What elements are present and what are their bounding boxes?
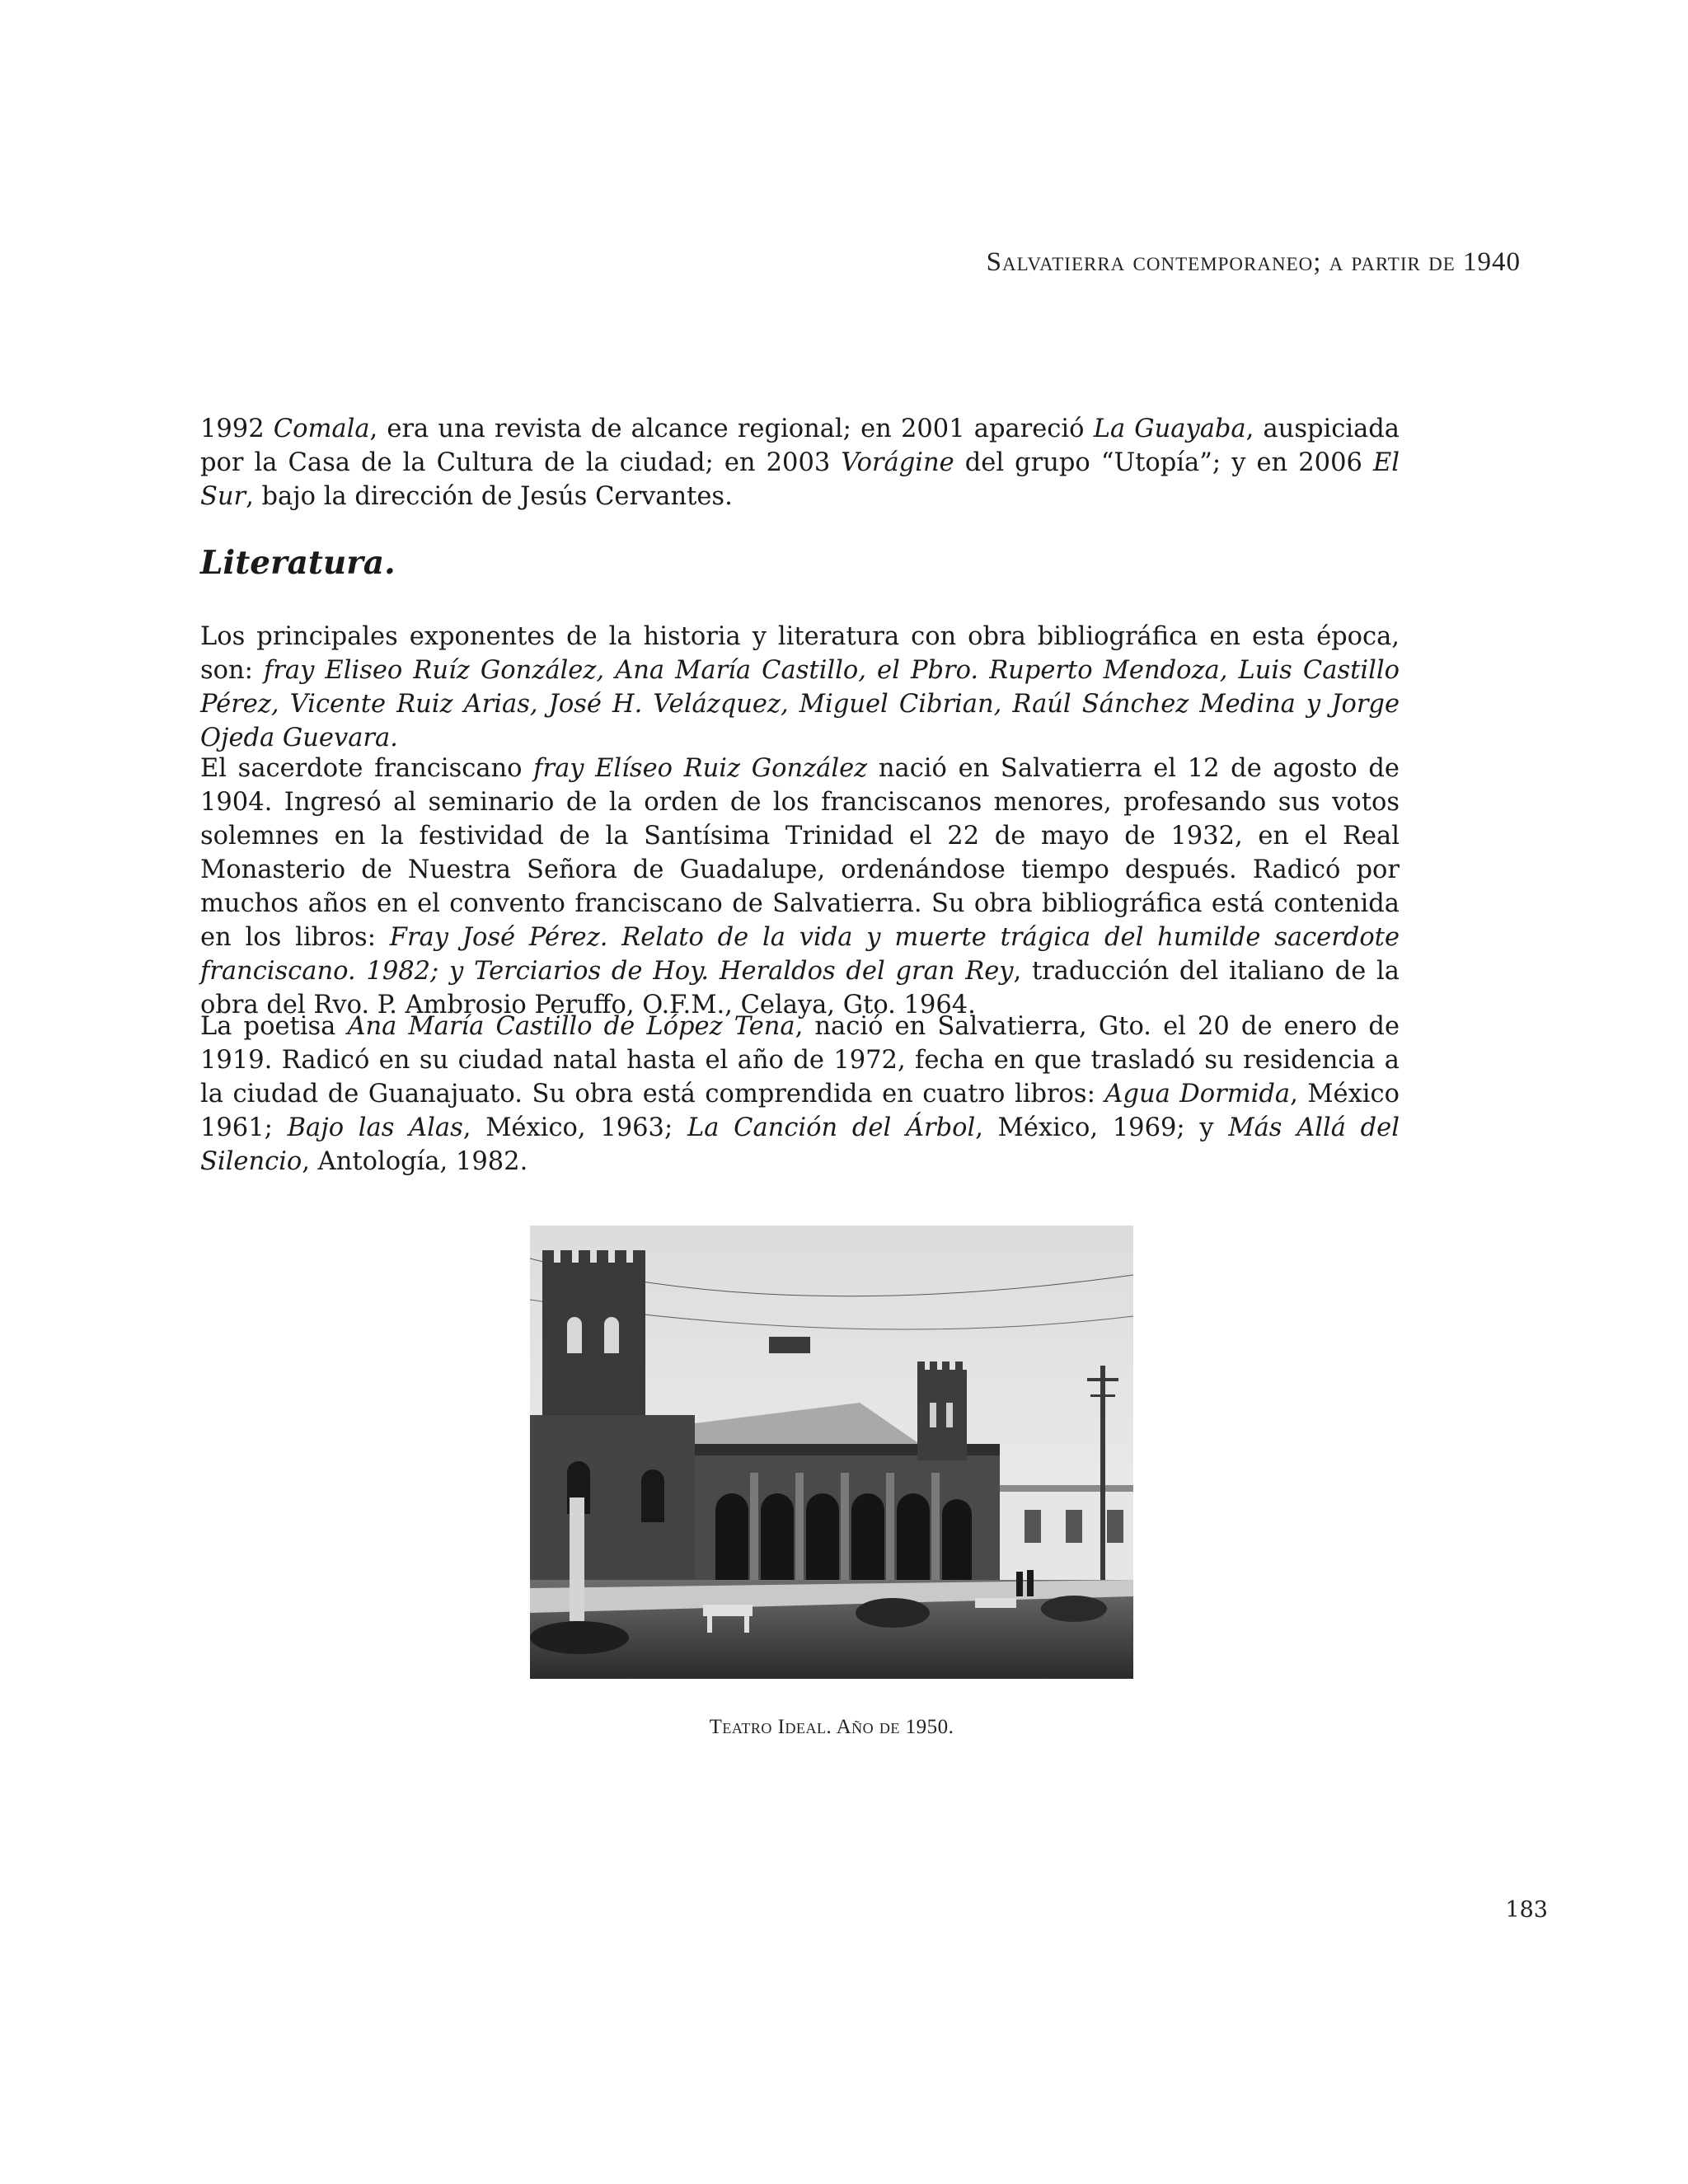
photo-illustration bbox=[530, 1226, 1133, 1679]
text-run: Los principales exponentes de la historia y literatura con obra bibliográfica en esta época, son: bbox=[200, 622, 1400, 685]
paragraph-ana-maria bbox=[200, 1010, 1400, 1179]
text-run: , bajo la dirección de Jesús Cervantes. bbox=[246, 482, 733, 511]
person-name: fray Elíseo Ruiz González bbox=[533, 754, 868, 783]
text-run: , era una revista de alcance regional; en 2001 apareció bbox=[369, 415, 1094, 443]
running-header: Salvatierra contemporaneo; a partir de 1940 bbox=[986, 247, 1521, 277]
text-run: , México, 1963; bbox=[462, 1113, 687, 1142]
text-run: 1992 bbox=[200, 415, 274, 443]
text-run: La poetisa bbox=[200, 1012, 348, 1041]
book-title: Bajo las Alas bbox=[287, 1113, 463, 1142]
text-run: nació en Salvatierra el 12 de agosto de 1904. Ingresó al seminario de la orden de los franciscanos menores, profesando sus votos solemnes en la festividad de la Santísima Trinidad el 22 de mayo de 1932, en el Real Monasterio de Nuestra Señora de Guadalupe, ordenándose tiempo después. Radicó por muchos años en el convento franciscano de Salvatierra. Su obra bibliográfica está contenida en los libros: bbox=[200, 754, 1400, 952]
photo-caption: Teatro Ideal. Año de 1950. bbox=[709, 1716, 954, 1738]
periodical-title: El Sur bbox=[200, 448, 1400, 511]
author-list: fray Eliseo Ruíz González, Ana María Castillo, el Pbro. Ruperto Mendoza, Luis Castillo Pérez, Vicente Ruiz Arias, José H. Velázquez, Miguel Cibrian, Raúl Sánchez Medina y Jorge Ojeda Guevara. bbox=[200, 656, 1400, 752]
book-title: Agua Dormida bbox=[1104, 1080, 1291, 1108]
section-heading: Literatura. bbox=[200, 544, 396, 582]
page-number: 183 bbox=[1505, 1897, 1548, 1923]
periodical-title: La Guayaba bbox=[1093, 415, 1246, 443]
text-run: , auspiciada por la Casa de la Cultura de la ciudad; en 2003 bbox=[200, 415, 1400, 477]
paragraph-fray-eliseo bbox=[200, 752, 1400, 1022]
paragraph-periodicals bbox=[200, 412, 1400, 513]
text-run: del grupo “Utopía”; y en 2006 bbox=[954, 448, 1373, 477]
text-run: El sacerdote franciscano bbox=[200, 754, 534, 783]
book-title: La Canción del Árbol bbox=[687, 1113, 976, 1142]
text-run: , nació en Salvatierra, Gto. el 20 de enero de 1919. Radicó en su ciudad natal hasta el año de 1972, fecha en que trasladó su residencia a la ciudad de Guanajuato. Su obra está comprendida en cuatro libros: bbox=[200, 1012, 1400, 1108]
text-run: , México, 1969; y bbox=[975, 1113, 1229, 1142]
book-titles: Fray José Pérez. Relato de la vida y muerte trágica del humilde sacerdote franciscano. 1982; y Terciarios de Hoy. Heraldos del gran Rey bbox=[200, 923, 1400, 986]
text-run: , Antología, 1982. bbox=[302, 1147, 528, 1176]
book-title: Más Allá del Silencio bbox=[200, 1113, 1400, 1176]
periodical-title: Vorágine bbox=[841, 448, 954, 477]
periodical-title: Comala bbox=[273, 415, 370, 443]
teatro-ideal-photo bbox=[530, 1226, 1133, 1679]
text-run: , México 1961; bbox=[200, 1080, 1400, 1142]
text-run: , traducción del italiano de la obra del Rvo. P. Ambrosio Peruffo, O.F.M., Celaya, Gto. 1964. bbox=[200, 957, 1400, 1019]
person-name: Ana María Castillo de López Tena bbox=[347, 1012, 795, 1041]
paragraph-authors bbox=[200, 620, 1400, 755]
